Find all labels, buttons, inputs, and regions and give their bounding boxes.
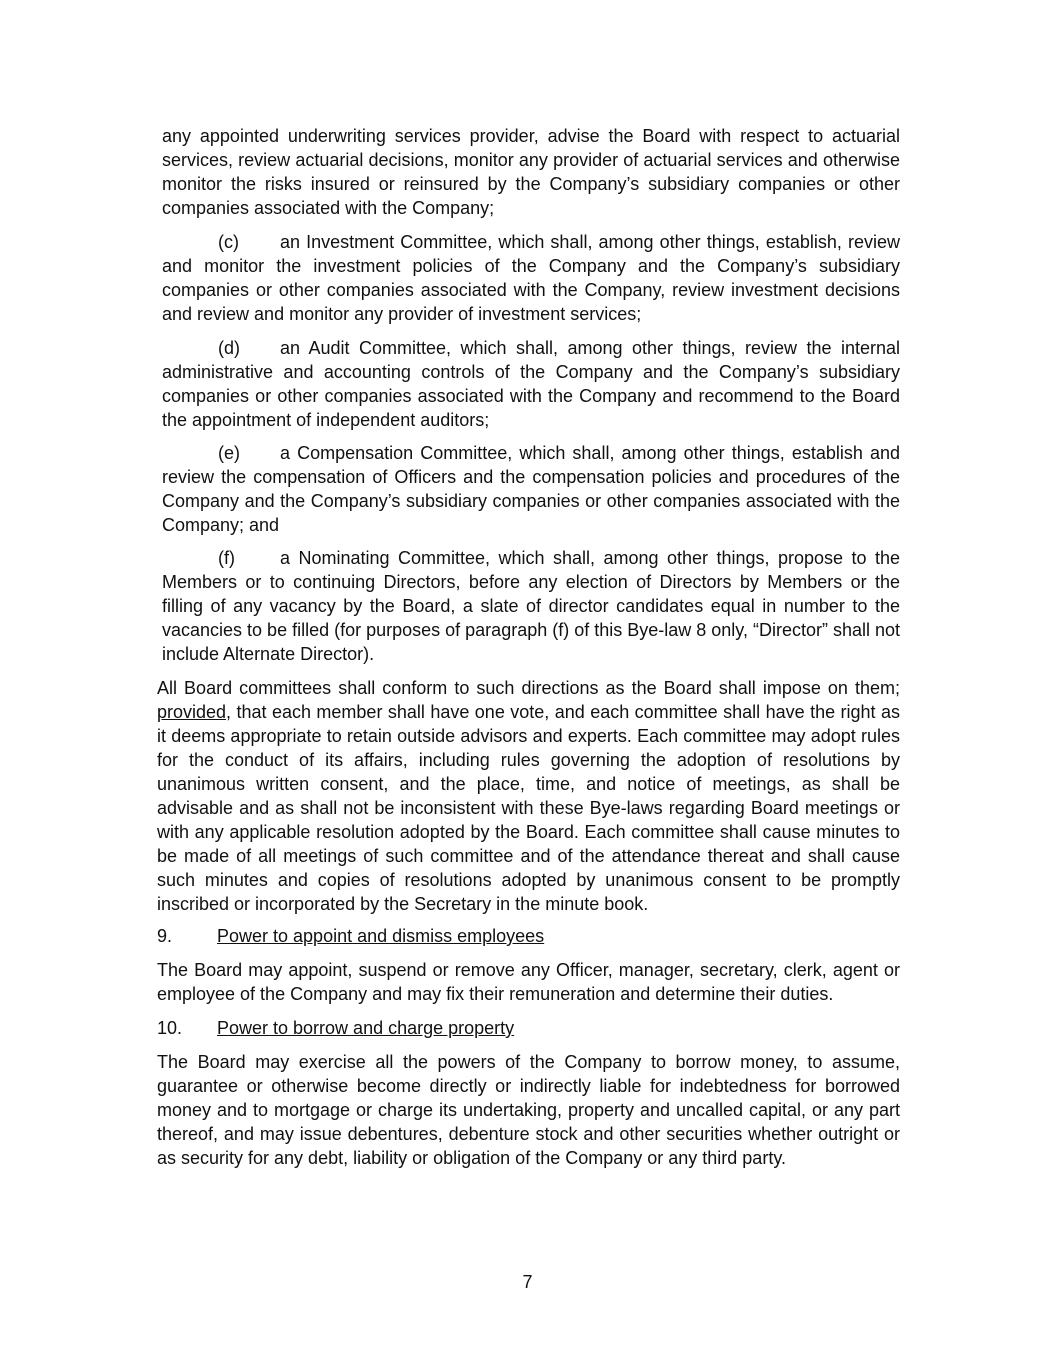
section-number: 10. <box>157 1018 183 1038</box>
list-item-c <box>162 230 900 326</box>
list-item-e <box>162 441 900 537</box>
section-title: Power to appoint and dismiss employees <box>217 926 545 946</box>
section-9-body: The Board may appoint, suspend or remove any Officer, manager, secretary, clerk, agent or employee of the Company and may fix their remuneration and determine their duties. <box>157 960 900 1004</box>
list-item-label: (f) <box>218 548 235 568</box>
list-item-text: a Nominating Committee, which shall, among other things, propose to the Members or to continuing Directors, before any election of Directors by Members or the filling of any vacancy by the Board, a slate of director candidates equal in number to the vacancies to be filled (for purposes of paragraph (f) of this Bye-law 8 only, “Director” shall not include Alternate Director). <box>162 548 900 664</box>
section-10-heading <box>157 1016 900 1040</box>
list-item-f <box>162 546 900 666</box>
section-10-body: The Board may exercise all the powers of the Company to borrow money, to assume, guarantee or otherwise become directly or indirectly liable for indebtedness for borrowed money and to mortgage or charge its undertaking, property and uncalled capital, or any part thereof, and may issue debentures, debenture stock and other securities whether outright or as security for any debt, liability or obligation of the Company or any third party. <box>157 1052 900 1168</box>
section-title: Power to borrow and charge property <box>217 1018 515 1038</box>
list-item-text: an Investment Committee, which shall, among other things, establish, review and monitor the investment policies of the Company and the Company’s subsidiary companies or other companies associated with the Company, review investment decisions and review and monitor any provider of investment services; <box>162 232 900 324</box>
section-9-heading <box>157 924 900 948</box>
list-item-label: (c) <box>218 232 239 252</box>
list-item-label: (e) <box>218 443 240 463</box>
provided-term: provided <box>157 702 227 722</box>
list-item-text: a Compensation Committee, which shall, among other things, establish and review the compensation of Officers and the compensation policies and procedures of the Company and the Company’s subsidiary companies or other companies associated with the Company; and <box>162 443 900 535</box>
list-item-d <box>162 336 900 432</box>
committees-text-before: All Board committees shall conform to such directions as the Board shall impose on them; <box>157 678 900 698</box>
list-item-text: an Audit Committee, which shall, among other things, review the internal administrative and accounting controls of the Company and the Company’s subsidiary companies or other companies associated with the Company and recommend to the Board the appointment of independent auditors; <box>162 338 900 430</box>
paragraph-continuation: any appointed underwriting services provider, advise the Board with respect to actuarial services, review actuarial decisions, monitor any provider of actuarial services and otherwise monitor the risks insured or reinsured by the Company’s subsidiary companies or other companies associated with the Company; <box>162 126 900 218</box>
section-number: 9. <box>157 926 173 946</box>
committees-paragraph <box>157 676 900 916</box>
list-item-label: (d) <box>218 338 240 358</box>
committees-text-after: , that each member shall have one vote, and each committee shall have the right as it deems appropriate to retain outside advisors and experts. Each committee may adopt rules for the conduct of its affairs, including rules governing the adoption of resolutions by unanimous written consent, and the place, time, and notice of meetings, as shall be advisable and as shall not be inconsistent with these Bye-laws regarding Board meetings or with any applicable resolution adopted by the Board. Each committee shall cause minutes to be made of all meetings of such committee and of the attendance thereat and shall cause such minutes and copies of resolutions adopted by unanimous consent to be promptly inscribed or incorporated by the Secretary in the minute book. <box>157 702 900 914</box>
page-number: 7 <box>522 1272 533 1292</box>
